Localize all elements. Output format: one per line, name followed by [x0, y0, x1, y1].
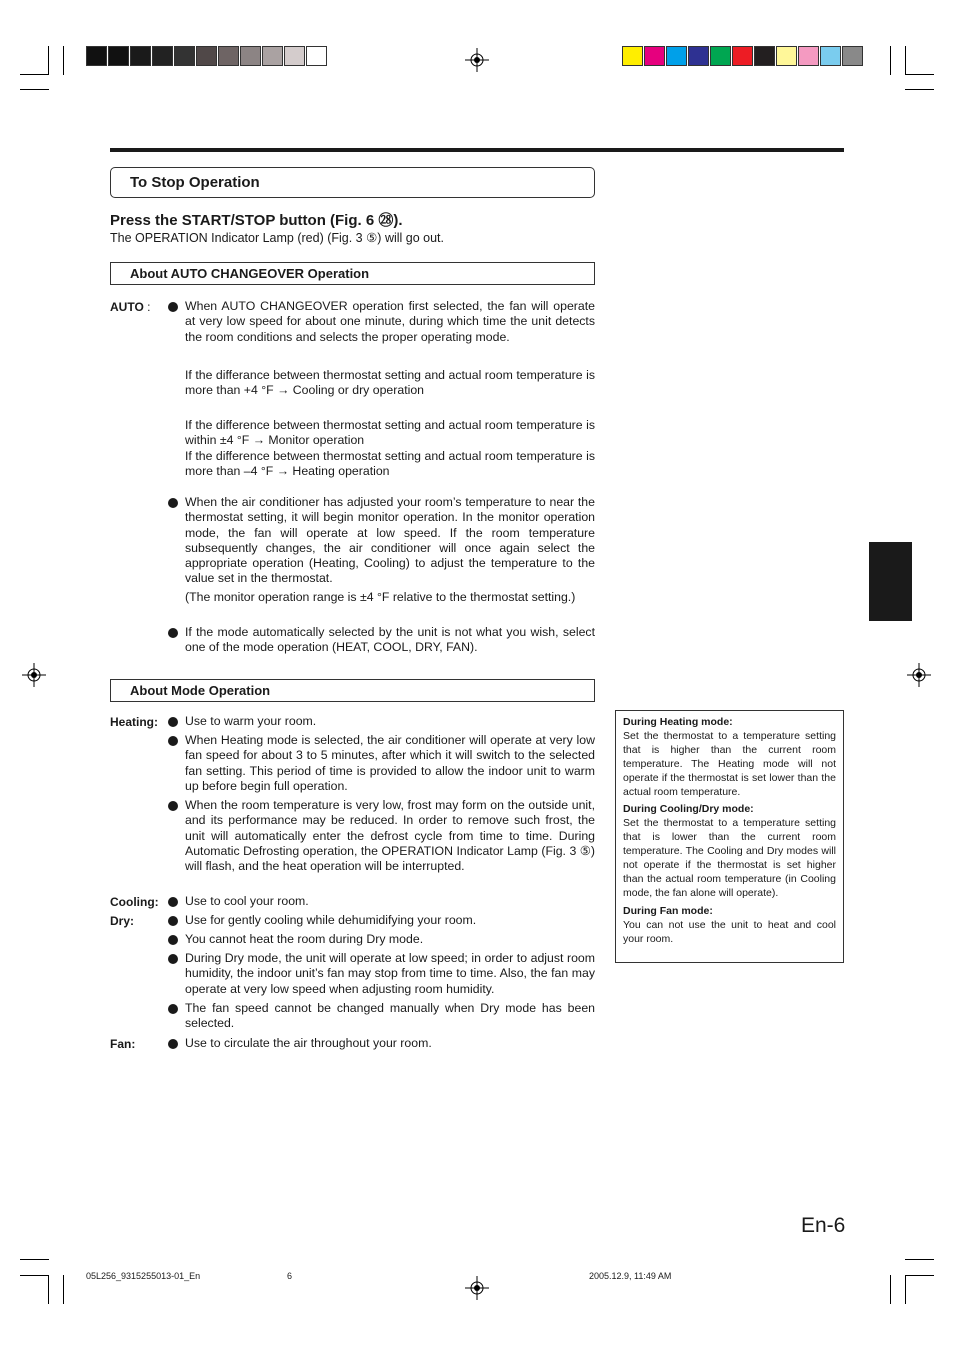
bullet-icon — [168, 935, 178, 945]
crop-mark — [48, 46, 49, 75]
crop-mark — [905, 46, 906, 75]
section-title: About AUTO CHANGEOVER Operation — [130, 266, 370, 281]
mode-paragraph: Use to warm your room. — [185, 714, 317, 728]
mode-paragraph: When the room temperature is very low, frost may form on the outside unit, and its performance may be reduced. In order to remove such frost, the unit will automatically enter the defrost cycle from time to time. During Automatic Defrosting operation, the OPERATION Indicator Lamp (Fig. 3 ⑤) will flash, and the heat operation will be interrupted. — [185, 798, 595, 874]
color-swatch — [842, 46, 863, 66]
crop-mark — [905, 1275, 906, 1304]
color-swatch — [218, 46, 239, 66]
color-swatch — [196, 46, 217, 66]
cmyk-color-bar — [622, 46, 864, 66]
color-swatch — [644, 46, 665, 66]
registration-mark-icon — [907, 663, 931, 687]
mode-paragraph: Use to cool your room. — [185, 894, 309, 908]
mode-notes-box — [615, 710, 844, 963]
section-title: To Stop Operation — [130, 174, 260, 191]
auto-label-colon: : — [143, 300, 151, 314]
color-swatch — [108, 46, 129, 66]
color-swatch — [666, 46, 687, 66]
bullet-icon — [168, 954, 178, 964]
auto-note: (The monitor operation range is ±4 °F relative to the thermostat setting.) — [185, 590, 576, 604]
auto-condition: If the differance between thermostat setting and actual room temperature is more than +4 °F → Cooling or dry operation — [185, 368, 595, 398]
auto-paragraph: When AUTO CHANGEOVER operation first selected, the fan will operate at very low speed for about one minute, during which time the unit detects the room conditions and selects the proper operating mode. — [185, 299, 595, 344]
crop-mark — [48, 1275, 49, 1304]
registration-mark-icon — [22, 663, 46, 687]
color-swatch — [622, 46, 643, 66]
footer-page: 6 — [287, 1271, 293, 1281]
crop-mark — [20, 89, 49, 90]
color-swatch — [240, 46, 261, 66]
note-text: Set the thermostat to a temperature setting that is lower than the current room temperature. The Cooling and Dry modes will not operate if the thermostat is set higher than the actual room temperature (in Cooling mode, the fan alone will operate). — [623, 817, 836, 899]
crop-mark — [905, 89, 934, 90]
mode-paragraph: Use for gently cooling while dehumidifying your room. — [185, 913, 477, 927]
color-swatch — [284, 46, 305, 66]
footer-date: 2005.12.9, 11:49 AM — [589, 1271, 672, 1281]
color-swatch — [798, 46, 819, 66]
mode-paragraph: During Dry mode, the unit will operate at low speed; in order to adjust room humidity, the indoor unit’s fan may stop from time to time. Also, the fan may operate at very low speed when adjusting room humidity. — [185, 951, 595, 996]
grayscale-color-bar — [86, 46, 328, 66]
registration-mark-icon — [465, 1276, 489, 1300]
footer-file: 05L256_9315255013-01_En — [86, 1271, 201, 1281]
auto-paragraph: If the mode automatically selected by the unit is not what you wish, select one of the mode operation (HEAT, COOL, DRY, FAN). — [185, 625, 595, 655]
note-text: You can not use the unit to heat and cool your room. — [623, 918, 836, 945]
color-swatch — [130, 46, 151, 66]
bullet-icon — [168, 916, 178, 926]
cooling-label: Cooling: — [110, 895, 159, 909]
bullet-icon — [168, 302, 178, 312]
color-swatch — [262, 46, 283, 66]
crop-mark — [20, 1259, 49, 1260]
color-swatch — [306, 46, 327, 66]
crop-mark — [890, 1275, 891, 1304]
color-swatch — [776, 46, 797, 66]
mode-paragraph: You cannot heat the room during Dry mode. — [185, 932, 424, 946]
color-swatch — [710, 46, 731, 66]
bullet-icon — [168, 1004, 178, 1014]
crop-mark — [905, 1275, 934, 1276]
dry-label: Dry: — [110, 914, 135, 928]
note-heading: During Fan mode: — [623, 904, 713, 917]
mode-paragraph: When Heating mode is selected, the air conditioner will operate at very low fan speed for about 3 to 5 minutes, after which it will switch to the selected fan setting. This period of time is provided to allow the indoor unit to warm up before begin full operation. — [185, 733, 595, 793]
crop-mark — [63, 46, 64, 75]
chapter-tab — [869, 542, 912, 621]
note-heading: During Heating mode: — [623, 716, 733, 728]
stop-operation-section-header — [110, 167, 595, 198]
color-swatch — [152, 46, 173, 66]
registration-mark-icon — [465, 48, 489, 72]
auto-label — [110, 300, 150, 314]
mode-paragraph: Use to circulate the air throughout your room. — [185, 1036, 432, 1050]
press-button-heading: Press the START/STOP button (Fig. 6 ㉘). — [110, 212, 403, 229]
crop-mark — [20, 74, 49, 75]
auto-condition: If the difference between thermostat setting and actual room temperature is within ±4 °F → Monitor operation — [185, 418, 595, 448]
auto-label-text: AUTO — [110, 300, 144, 314]
crop-mark — [63, 1275, 64, 1304]
fan-label: Fan: — [110, 1037, 136, 1051]
bullet-icon — [168, 717, 178, 727]
mode-paragraph: The fan speed cannot be changed manually when Dry mode has been selected. — [185, 1001, 595, 1031]
crop-mark — [890, 46, 891, 75]
bullet-icon — [168, 498, 178, 508]
heating-label: Heating: — [110, 715, 158, 729]
indicator-lamp-note: The OPERATION Indicator Lamp (red) (Fig. 3 ⑤) will go out. — [110, 231, 444, 245]
bullet-icon — [168, 801, 178, 811]
page-number: En-6 — [801, 1214, 846, 1237]
color-swatch — [688, 46, 709, 66]
header-rule — [110, 148, 844, 152]
bullet-icon — [168, 1039, 178, 1049]
auto-changeover-section-header — [110, 262, 595, 285]
color-swatch — [754, 46, 775, 66]
color-swatch — [732, 46, 753, 66]
bullet-icon — [168, 628, 178, 638]
bullet-icon — [168, 736, 178, 746]
note-text: Set the thermostat to a temperature setting that is higher than the current room temperature. The Heating mode will not operate if the thermostat is set lower than the actual room temperature. — [623, 729, 836, 798]
color-swatch — [86, 46, 107, 66]
crop-mark — [905, 74, 934, 75]
color-swatch — [820, 46, 841, 66]
crop-mark — [20, 1275, 49, 1276]
crop-mark — [905, 1259, 934, 1260]
note-heading: During Cooling/Dry mode: — [623, 803, 754, 816]
auto-condition: If the difference between thermostat setting and actual room temperature is more than –4 °F → Heating operation — [185, 449, 595, 479]
section-title: About Mode Operation — [130, 683, 271, 698]
bullet-icon — [168, 897, 178, 907]
auto-paragraph: When the air conditioner has adjusted your room’s temperature to near the thermostat setting, it will begin monitor operation. In the monitor operation mode, the fan will operate at low speed. If the room temperature subsequently changes, the air conditioner will once again select the appropriate operation (Heating, Cooling) to adjust the temperature to the value set in the thermostat. — [185, 495, 595, 586]
color-swatch — [174, 46, 195, 66]
mode-operation-section-header — [110, 679, 595, 702]
